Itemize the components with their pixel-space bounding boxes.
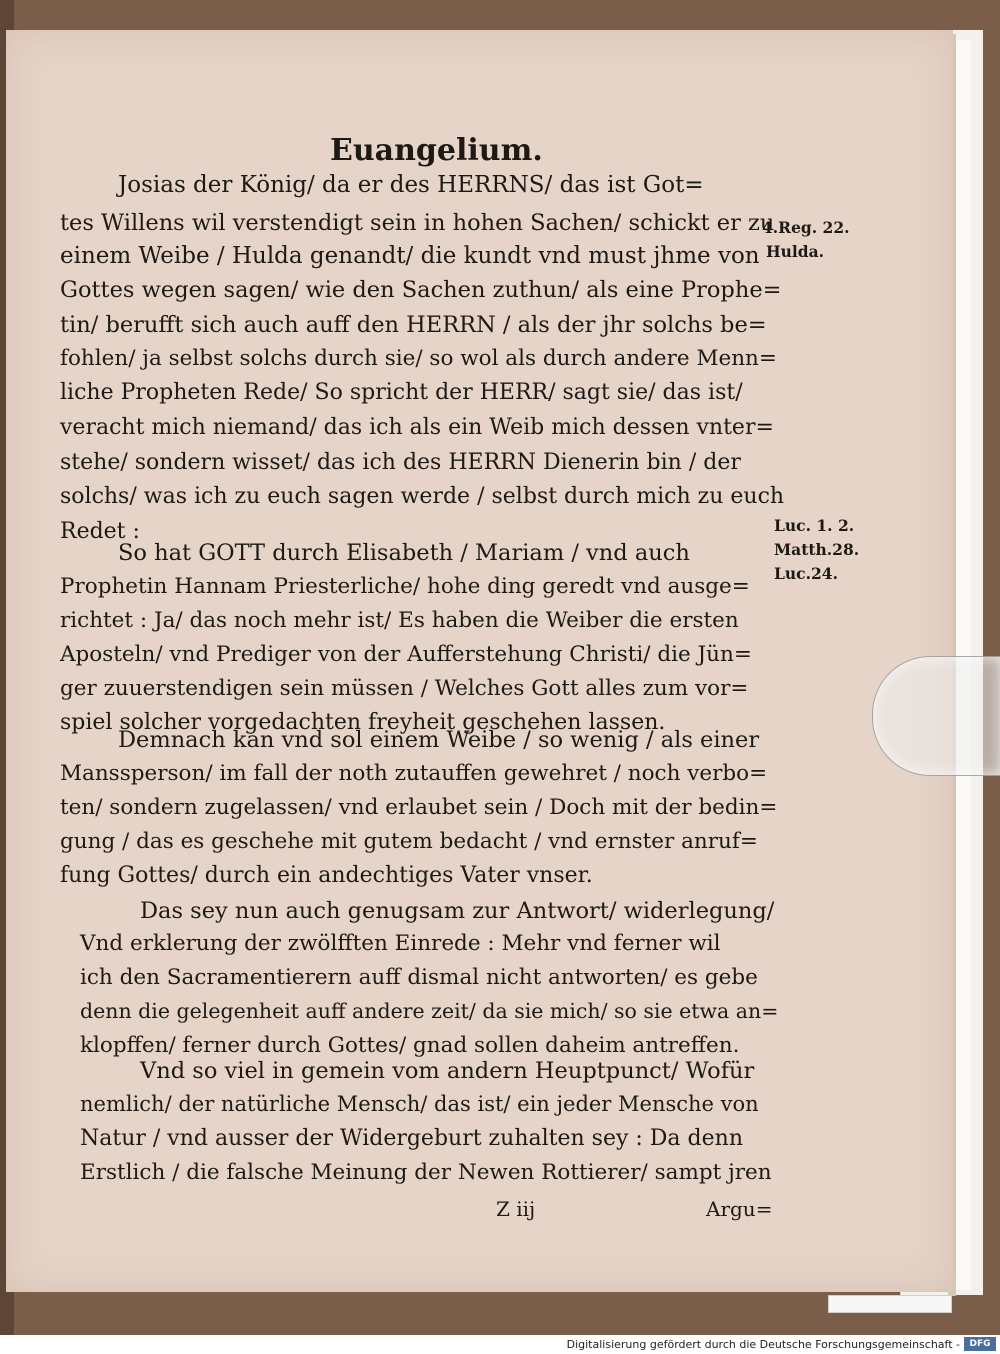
- text-line: ich den Sacramentierern auff dismal nicht antworten/ es gebe: [80, 965, 758, 990]
- page-title: Euangelium.: [330, 133, 543, 168]
- text-line: gung / das es geschehe mit gutem bedacht / vnd ernster anruf=: [60, 829, 758, 854]
- text-line: So hat GOTT durch Elisabeth / Mariam / vnd auch: [118, 540, 690, 566]
- text-line: Aposteln/ vnd Prediger von der Aufferstehung Christi/ die Jün=: [60, 642, 752, 667]
- text-line: Redet :: [60, 519, 140, 544]
- text-line: nemlich/ der natürliche Mensch/ das ist/ ein jeder Mensche von: [80, 1092, 759, 1116]
- text-line: tes Willens wil verstendigt sein in hohen Sachen/ schickt er zu: [60, 210, 775, 236]
- text-line: veracht mich niemand/ das ich als ein Weib mich dessen vnter=: [60, 415, 774, 440]
- footer-bar: [0, 1335, 1000, 1354]
- text-line: Natur / vnd ausser der Widergeburt zuhalten sey : Da denn: [80, 1126, 743, 1151]
- text-line: Erstlich / die falsche Meinung der Newen Rottierer/ sampt jren: [80, 1160, 772, 1185]
- text-line: liche Propheten Rede/ So spricht der HERR/ sagt sie/ das ist/: [60, 380, 743, 405]
- text-line: Vnd so viel in gemein vom andern Heuptpunct/ Wofür: [140, 1058, 755, 1084]
- signature-mark: Z iij: [496, 1197, 536, 1221]
- margin-note: Luc.24.: [774, 564, 838, 583]
- page-clip: [872, 656, 1000, 776]
- text-line: denn die gelegenheit auff andere zeit/ da sie mich/ so sie etwa an=: [80, 999, 779, 1023]
- text-line: richtet : Ja/ das noch mehr ist/ Es haben die Weiber die ersten: [60, 608, 739, 633]
- text-line: Prophetin Hannam Priesterliche/ hohe ding geredt vnd ausge=: [60, 574, 750, 599]
- shelfmark-label: [828, 1295, 952, 1313]
- text-line: Josias der König/ da er des HERRNS/ das ist Got=: [118, 172, 704, 198]
- text-line: fung Gottes/ durch ein andechtiges Vater vnser.: [60, 863, 593, 888]
- text-line: Das sey nun auch genugsam zur Antwort/ widerlegung/: [140, 898, 775, 924]
- text-line: stehe/ sondern wisset/ das ich des HERRN Dienerin bin / der: [60, 450, 741, 475]
- text-line: Vnd erklerung der zwölfften Einrede : Mehr vnd ferner wil: [80, 931, 721, 956]
- text-line: Manssperson/ im fall der noth zutauffen gewehret / noch verbo=: [60, 761, 768, 786]
- text-line: ger zuuerstendigen sein müssen / Welches Gott alles zum vor=: [60, 676, 749, 701]
- margin-note: Hulda.: [766, 242, 825, 261]
- text-line: spiel solcher vorgedachten freyheit geschehen lassen.: [60, 710, 666, 735]
- text-line: tin/ berufft sich auch auff den HERRN / als der jhr solchs be=: [60, 312, 767, 338]
- text-line: Gottes wegen sagen/ wie den Sachen zuthun/ als eine Prophe=: [60, 277, 782, 303]
- margin-note: Luc. 1. 2.: [774, 516, 855, 535]
- text-line: solchs/ was ich zu euch sagen werde / selbst durch mich zu euch: [60, 484, 785, 509]
- margin-note: 4.Reg. 22.: [762, 218, 850, 237]
- text-line: Demnach kan vnd sol einem Weibe / so wenig / als einer: [118, 727, 760, 753]
- catchword: Argu=: [706, 1197, 773, 1221]
- text-line: ten/ sondern zugelassen/ vnd erlaubet sein / Doch mit der bedin=: [60, 795, 778, 820]
- margin-note: Matth.28.: [774, 540, 860, 559]
- text-line: klopffen/ ferner durch Gottes/ gnad sollen daheim antreffen.: [80, 1033, 740, 1058]
- footer-credit: Digitalisierung gefördert durch die Deutsche Forschungsgemeinschaft -: [566, 1338, 960, 1351]
- book-page: [6, 30, 953, 1292]
- text-line: einem Weibe / Hulda genandt/ die kundt vnd must jhme von: [60, 243, 760, 269]
- text-line: fohlen/ ja selbst solchs durch sie/ so wol als durch andere Menn=: [60, 346, 777, 371]
- dfg-logo: DFG: [964, 1337, 996, 1351]
